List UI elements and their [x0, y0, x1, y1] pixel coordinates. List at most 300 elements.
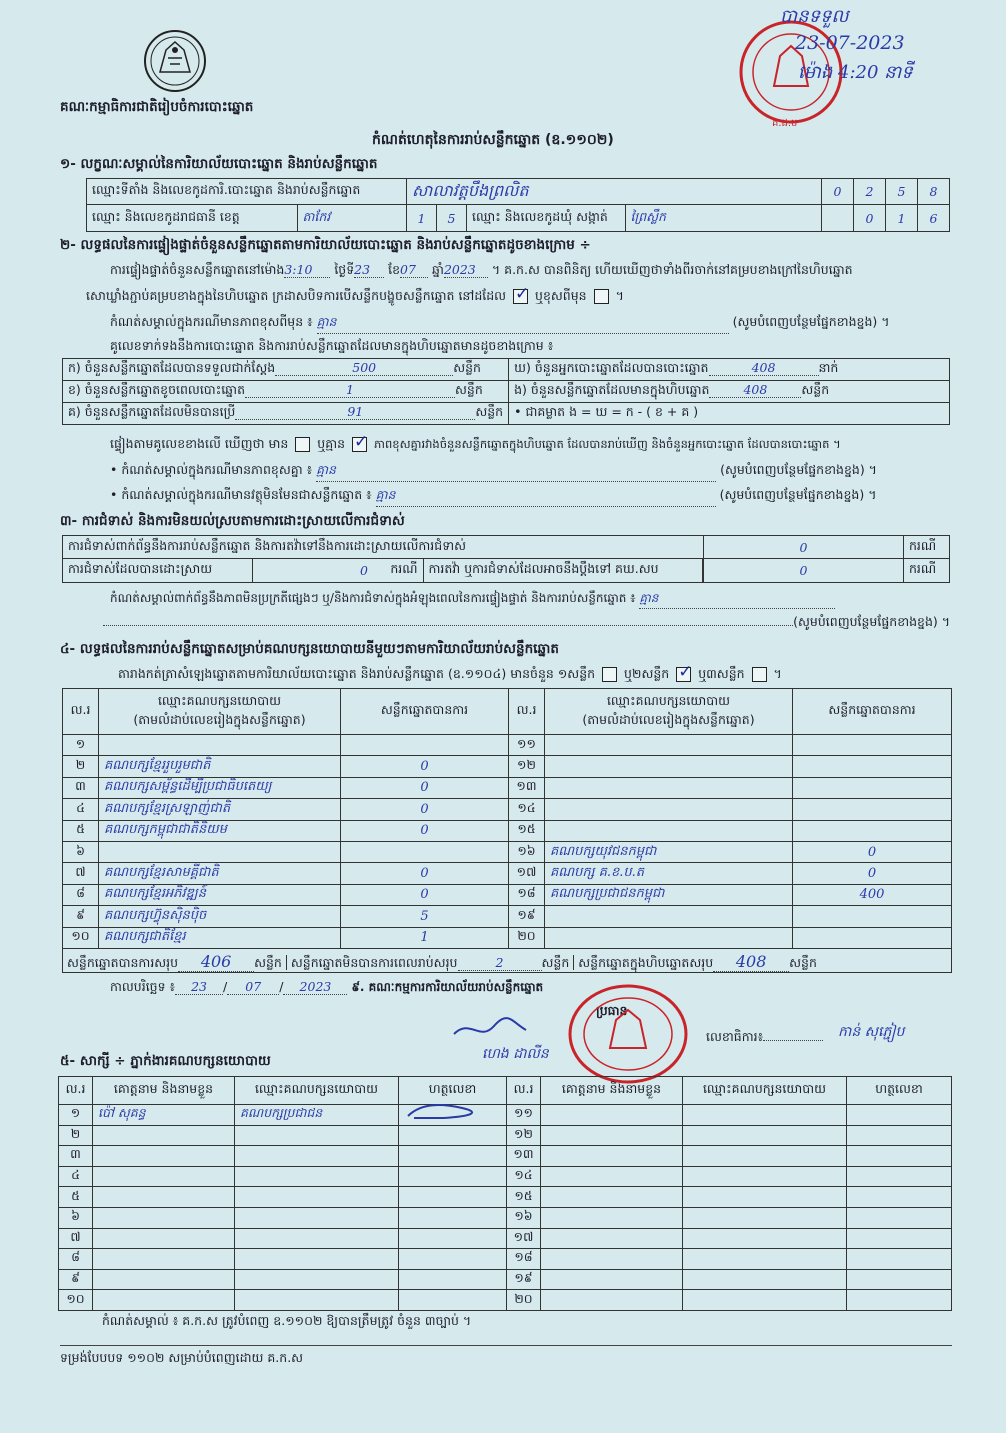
- party-votes: [793, 927, 952, 948]
- col-party: ឈ្មោះគណបក្សនយោបាយ (តាមលំដាប់លេខរៀងក្នុងសន្លឹកឆ្នោត): [99, 689, 341, 735]
- party-votes: [793, 735, 952, 756]
- witness-sign: [399, 1166, 507, 1187]
- bullet2-label: • កំណត់សម្គាល់ក្នុងករណីមានវត្ថុមិនមែនជាសន្លឹកឆ្នោត ៖: [110, 487, 372, 502]
- table-row: [63, 820, 952, 841]
- compare-text-b: ឬគ្មាន: [317, 436, 346, 451]
- voted-label: ឃ) ចំនួនអ្នកបោះឆ្នោតដែលបានបោះឆ្នោត: [514, 360, 709, 375]
- witness-party: [683, 1249, 847, 1270]
- witness-sign: [847, 1207, 952, 1228]
- objection-row1-label: ការជំទាស់ពាក់ព័ន្ធនឹងការរាប់សន្លឹកឆ្នោត និងការតវ៉ាទៅនឹងការដោះស្រាយលើការជំទាស់: [63, 536, 704, 559]
- col-sign: ហត្ថលេខា: [847, 1077, 952, 1105]
- witness-name: [93, 1269, 235, 1290]
- bullet1-label: • កំណត់សម្គាល់ក្នុងករណីមានភាពខុសគ្នា ៖: [110, 462, 313, 477]
- witness-name: [541, 1105, 683, 1126]
- case-unit: ករណី: [373, 559, 423, 582]
- party-name: [545, 777, 793, 798]
- row-no: ២: [59, 1125, 93, 1146]
- row-no: ៨: [59, 1249, 93, 1270]
- witness-name: [541, 1249, 683, 1270]
- witness-party: [235, 1228, 399, 1249]
- row-no: ៩: [59, 1269, 93, 1290]
- unused-label: គ) ចំនួនសន្លឹកឆ្នោតដែលមិនបានប្រើ: [68, 404, 236, 419]
- section3-note-line: [110, 590, 835, 609]
- has-difference-checkbox[interactable]: [295, 437, 310, 452]
- witness-name: [93, 1228, 235, 1249]
- col-name: គោត្តនាម និងនាមខ្លួន: [93, 1077, 235, 1105]
- seal-check-line2: សោឃ្លាំងភ្ជាប់គម្របខាងក្នុងនៃហិបឆ្នោត ក្រដាសបិទការបើសន្លឹកបង្ខូចសន្លឹកឆ្នោត នៅដដែល ✓ ឬខុសពីមុន ។: [86, 288, 624, 307]
- party-votes: [341, 841, 509, 862]
- witness-party: គណបក្សប្រជាជន: [235, 1105, 399, 1126]
- row-no: ១៥: [509, 820, 545, 841]
- witness-name: [541, 1228, 683, 1249]
- witness-sign: [847, 1125, 952, 1146]
- col-votes: សន្លឹកឆ្នោតបានការ: [341, 689, 509, 735]
- row-no: ៣: [59, 1146, 93, 1167]
- province-label: ឈ្មោះ និងលេខកូដរាជធានី ខេត្ត: [87, 205, 297, 231]
- table-row: [63, 927, 952, 948]
- in-box-value: 408: [709, 382, 801, 398]
- bullet1-line: [110, 462, 877, 482]
- footer-text: ទម្រង់បែបបទ ១១០២ សម្រាប់បំពេញដោយ គ.ក.ស: [60, 1350, 304, 1365]
- col-sign: ហត្ថលេខា: [399, 1077, 507, 1105]
- total-box-label: សន្លឹកឆ្នោតក្នុងហិបឆ្នោតសរុប: [573, 955, 713, 970]
- party-name: គណបក្សខ្មែររួបរួមជាតិ: [99, 756, 341, 777]
- table-row: [59, 1125, 952, 1146]
- secretary-label: លេខាធិការ៖: [706, 1029, 823, 1048]
- party-name: គណបក្សខ្មែរស្រឡាញ់ជាតិ: [99, 799, 341, 820]
- row-no: ២០: [509, 927, 545, 948]
- witness-sign: [399, 1125, 507, 1146]
- table-row: [63, 777, 952, 798]
- seal-status-text: សោឃ្លាំងភ្ជាប់គម្របខាងក្នុងនៃហិបឆ្នោត ក្រដាសបិទការបើសន្លឹកបង្ខូចសន្លឹកឆ្នោត នៅដដែល: [86, 288, 507, 303]
- witness-party: [683, 1187, 847, 1208]
- commune-code-digit: 0: [854, 205, 886, 232]
- note1-value: គ្មាន: [317, 314, 729, 334]
- attach-2-checkbox[interactable]: [676, 667, 691, 682]
- bullet1-value: គ្មាន: [316, 462, 716, 482]
- row-no: ៩: [63, 906, 99, 927]
- chair-name: ហេង ដាលីន: [482, 1046, 549, 1062]
- seal-check-line1: [110, 262, 853, 281]
- row-no: ២០: [507, 1290, 541, 1311]
- party-name: គណបក្សខ្មែរអភិវឌ្ឍន៍: [99, 884, 341, 905]
- table-row: [59, 1228, 952, 1249]
- witness-party: [683, 1290, 847, 1311]
- section3-note-value: គ្មាន: [639, 590, 835, 609]
- date-label: កាលបរិច្ឆេទ ៖: [110, 979, 176, 994]
- witness-name: [541, 1146, 683, 1167]
- party-votes: [341, 735, 509, 756]
- witness-sign: [399, 1207, 507, 1228]
- witness-party: [235, 1187, 399, 1208]
- row-no: ៦: [59, 1207, 93, 1228]
- witness-sign: [847, 1249, 952, 1270]
- witness-party: [683, 1146, 847, 1167]
- col-no: ល.រ: [509, 689, 545, 735]
- party-votes: [793, 799, 952, 820]
- col-votes: សន្លឹកឆ្នោតបានការ: [793, 689, 952, 735]
- table-row: [59, 1207, 952, 1228]
- party-name: [545, 820, 793, 841]
- table-row: [59, 1269, 952, 1290]
- row-no: ៥: [59, 1187, 93, 1208]
- row-no: ៣: [63, 777, 99, 798]
- time-value: 3:10: [284, 262, 330, 278]
- commune-code-digit: 6: [918, 205, 950, 232]
- province-code-digit: 1: [407, 205, 437, 232]
- party-votes: 0: [341, 756, 509, 777]
- commune-value: ព្រៃស្លឹក: [630, 208, 666, 224]
- party-votes: 0: [793, 863, 952, 884]
- row-no: ១៦: [509, 841, 545, 862]
- witness-party: [235, 1290, 399, 1311]
- witness-signature: [404, 1100, 480, 1124]
- table-row: [63, 841, 952, 862]
- party-name: គណបក្សហ៊្វុនស៊ិនប៉ិច: [99, 906, 341, 927]
- stamp-seal-text: គ.ជ.ប: [772, 118, 798, 129]
- section3-note-hint: (សូមបំពេញបន្ថែមផ្នែកខាងខ្នង) ។: [793, 614, 950, 629]
- signers-label: ៩. គណៈកម្មការការិយាល័យរាប់សន្លឹកឆ្នោត: [351, 980, 544, 994]
- month-label: ខែ: [388, 262, 401, 277]
- resolved-label: ការជំទាស់ដែលបានដោះស្រាយ: [63, 559, 253, 583]
- row-no: ១៥: [507, 1187, 541, 1208]
- stamp-time: ម៉ោង 4:20 នាទី: [798, 62, 913, 83]
- date-day: 23: [175, 979, 223, 995]
- bullet2-hint: (សូមបំពេញបន្ថែមផ្នែកខាងខ្នង) ។: [719, 487, 877, 502]
- witness-party: [683, 1166, 847, 1187]
- spoiled-value: 1: [245, 382, 455, 398]
- row-no: ១១: [509, 735, 545, 756]
- col-party: ឈ្មោះគណបក្សនយោបាយ: [235, 1077, 399, 1105]
- case-unit: ករណី: [904, 559, 950, 583]
- witness-party: [683, 1269, 847, 1290]
- station-id-table: [86, 178, 950, 232]
- witness-sign: [399, 1187, 507, 1208]
- witness-sign: [399, 1146, 507, 1167]
- stamp-label: បានទទួល: [780, 6, 849, 27]
- table-row: [59, 1105, 952, 1126]
- witness-party: [683, 1228, 847, 1249]
- station-name-label: ឈ្មោះទីតាំង និងលេខកូដការិ.បោះឆ្នោត និងរាប់សន្លឹកឆ្នោត: [87, 179, 407, 205]
- attach-text-a: តារាងកត់ត្រាសំឡេងឆ្នោតតាមការិយាល័យបោះឆ្នោត និងរាប់សន្លឹកឆ្នោត (ឧ.១១០៤) មានចំនួន ១សន្លឹក: [118, 666, 596, 681]
- table-row: [59, 1290, 952, 1311]
- province-value: តាកែវ: [302, 208, 331, 224]
- party-votes: 0: [341, 799, 509, 820]
- province-code-digit: 5: [437, 205, 467, 232]
- total-valid-value: 406: [178, 952, 254, 972]
- unit-label: សន្លឹក: [453, 360, 481, 375]
- witness-name: [541, 1166, 683, 1187]
- commune-code-empty: [822, 205, 854, 232]
- compare-line: [110, 436, 841, 455]
- total-invalid-value: 2: [458, 955, 542, 971]
- attach-3-checkbox[interactable]: [752, 667, 767, 682]
- table-row: [59, 1187, 952, 1208]
- committee-name: គណៈកម្មាធិការជាតិរៀបចំការបោះឆ្នោត: [60, 99, 254, 115]
- table-row: [59, 1166, 952, 1187]
- witness-party: [235, 1146, 399, 1167]
- witness-sign: [847, 1228, 952, 1249]
- row-no: ១៤: [509, 799, 545, 820]
- formula: • ជាគម្លាត ង = ឃ = ក - ( ខ + គ ): [509, 403, 950, 425]
- objection-row1-value: 0: [704, 536, 904, 559]
- witness-sign: [847, 1105, 952, 1126]
- party-votes: [793, 756, 952, 777]
- party-name: [545, 756, 793, 777]
- party-name: [545, 927, 793, 948]
- attach-text-c: ឬ៣សន្លឹក: [698, 666, 745, 681]
- date-month: 07: [227, 979, 279, 995]
- total-box-value: 408: [713, 952, 789, 972]
- station-code-digit: 5: [886, 179, 918, 205]
- resolved-value: 0: [360, 563, 368, 578]
- section5-heading: ៥- សាក្សី ÷ ភ្នាក់ងារគណបក្សនយោបាយ: [60, 1053, 271, 1069]
- row-no: ១៨: [507, 1249, 541, 1270]
- witness-party: [235, 1125, 399, 1146]
- voted-value: 408: [709, 360, 819, 376]
- party-votes: 0: [341, 820, 509, 841]
- compare-text-c: ភាពខុសគ្នារវាងចំនួនសន្លឹកឆ្នោតក្នុងហិបឆ្នោត ដែលបានរាប់ឃើញ និងចំនួនអ្នកបោះឆ្នោត ដែលបានបោះឆ្នោត ។: [374, 437, 841, 451]
- witness-party: [683, 1125, 847, 1146]
- row-no: ១៦: [507, 1207, 541, 1228]
- party-name: គណបក្ស គ.ខ.ប.ត: [545, 863, 793, 884]
- party-name: គណបក្សសម្ព័ន្ធដើម្បីប្រជាធិបតេយ្យ: [99, 777, 341, 798]
- row-no: ១២: [507, 1125, 541, 1146]
- party-votes: 5: [341, 906, 509, 927]
- witness-sign: [399, 1269, 507, 1290]
- table-row: [63, 884, 952, 905]
- attach-text-b: ឬ២សន្លឹក: [624, 666, 670, 681]
- witness-name: [541, 1290, 683, 1311]
- no-difference-checkbox[interactable]: [352, 437, 367, 452]
- row-no: ១១: [507, 1105, 541, 1126]
- chair-signature: [450, 1012, 530, 1044]
- witness-sign: [847, 1290, 952, 1311]
- section2-heading: ២- លទ្ធផលនៃការផ្ទៀងផ្ទាត់ចំនួនសន្លឹកឆ្នោតតាមការិយាល័យបោះឆ្នោត និងរាប់សន្លឹកឆ្នោតដូចខាងក្រោម ÷: [60, 237, 591, 253]
- day-value: 23: [354, 262, 384, 278]
- bullet2-value: គ្មាន: [376, 487, 716, 507]
- section3-note-hint-line: [86, 614, 950, 633]
- row-no: ៧: [63, 863, 99, 884]
- table-row: [63, 735, 952, 756]
- row-no: ១៩: [507, 1269, 541, 1290]
- nec-emblem: [138, 28, 212, 94]
- form-title: កំណត់ហេតុនៃការរាប់សន្លឹកឆ្នោត (ឧ.១១០២): [372, 132, 614, 148]
- appeal-label: ការតវ៉ា ឬការជំទាស់ដែលអាចនឹងប្តឹងទៅ គឃ.សប: [428, 561, 659, 576]
- witness-name: [93, 1290, 235, 1311]
- row-no: ១០: [59, 1290, 93, 1311]
- commune-label: ឈ្មោះ និងលេខកូដឃុំ សង្កាត់: [467, 205, 625, 231]
- witness-name: [541, 1207, 683, 1228]
- witness-name: [93, 1207, 235, 1228]
- unit-label: សន្លឹក: [254, 955, 282, 970]
- bullet1-hint: (សូមបំពេញបន្ថែមផ្នែកខាងខ្នង) ។: [720, 462, 877, 477]
- col-no: ល.រ: [59, 1077, 93, 1105]
- party-name: [545, 799, 793, 820]
- party-name: [545, 735, 793, 756]
- note1-line: [110, 314, 950, 334]
- witness-name: [93, 1125, 235, 1146]
- note1-hint: (សូមបំពេញបន្ថែមផ្នែកខាងខ្នង) ។: [732, 314, 890, 329]
- witness-table: [58, 1076, 952, 1311]
- station-code-digit: 0: [822, 179, 854, 205]
- witness-sign: [399, 1249, 507, 1270]
- unit-label: សន្លឹក: [455, 382, 483, 397]
- station-name-value: សាលាវត្តបឹងព្រលិត: [407, 179, 822, 205]
- witness-name: [93, 1146, 235, 1167]
- compare-text-a: ផ្ទៀងតាមគូលេខខាងលើ ឃើញថា មាន: [110, 436, 289, 451]
- party-name: [99, 735, 341, 756]
- unit-label: សន្លឹក: [475, 404, 504, 419]
- date-line: កាលបរិច្ឆេទ ៖ 23 / 07 / 2023 ៩. គណៈកម្មការការិយាល័យរាប់សន្លឹកឆ្នោត: [110, 979, 544, 994]
- witness-name: [93, 1166, 235, 1187]
- table-row: [63, 756, 952, 777]
- col-name: គោត្តនាម និងនាមខ្លួន: [541, 1077, 683, 1105]
- witness-sign: [847, 1187, 952, 1208]
- total-valid-label: សន្លឹកឆ្នោតបានការសរុប: [67, 955, 179, 970]
- party-name: គណបក្សយុវជនកម្ពុជា: [545, 841, 793, 862]
- section3-note-label: កំណត់សម្គាល់ពាក់ព័ន្ធនឹងភាពមិនប្រក្រតីផ្សេងៗ ឬ/និងការជំទាស់ក្នុងអំឡុងពេលនៃការផ្ទៀងផ្ទាត់ និងការរាប់សន្លឹកឆ្នោត ៖: [110, 591, 636, 605]
- row-no: ១៣: [507, 1146, 541, 1167]
- changed-label: ឬខុសពីមុន: [535, 288, 587, 303]
- witness-party: [235, 1207, 399, 1228]
- row-no: ១០: [63, 927, 99, 948]
- section5-footnote: កំណត់សម្គាល់ ៖ គ.ក.ស ត្រូវបំពេញ ឧ.១១០២ ឱ្យបានត្រឹមត្រូវ ចំនួន ៣ច្បាប់ ។: [102, 1313, 472, 1328]
- attach-line: តារាងកត់ត្រាសំឡេងឆ្នោតតាមការិយាល័យបោះឆ្នោត និងរាប់សន្លឹកឆ្នោត (ឧ.១១០៤) មានចំនួន ១សន្លឹក ឬ២សន្លឹក ✓ ឬ៣សន្លឹក ។: [118, 666, 782, 685]
- witness-party: [235, 1166, 399, 1187]
- row-no: ៨: [63, 884, 99, 905]
- bullet2-line: [110, 487, 876, 507]
- counts-intro: គូលេខទាក់ទងនឹងការបោះឆ្នោត និងការរាប់សន្លឹកឆ្នោតដែលមានក្នុងហិបឆ្នោតមានដូចខាងក្រោម ៖: [110, 338, 554, 353]
- table-row: [59, 1249, 952, 1270]
- witness-sign: [399, 1228, 507, 1249]
- row-no: ៦: [63, 841, 99, 862]
- col-party: ឈ្មោះគណបក្សនយោបាយ (តាមលំដាប់លេខរៀងក្នុងសន្លឹកឆ្នោត): [545, 689, 793, 735]
- stamp-date: 23-07-2023: [795, 32, 905, 54]
- party-votes: 0: [341, 863, 509, 884]
- party-name: [545, 906, 793, 927]
- row-no: ១៨: [509, 884, 545, 905]
- totals-line: [62, 948, 952, 973]
- row-no: ៧: [59, 1228, 93, 1249]
- party-votes: [793, 820, 952, 841]
- witness-name: ប៉ៅ សុគន្ធ: [93, 1105, 235, 1126]
- changed-checkbox[interactable]: [594, 289, 609, 304]
- party-name: គណបក្សកម្ពុជាជាតិនិយម: [99, 820, 341, 841]
- row-no: ១៣: [509, 777, 545, 798]
- party-name: គណបក្សប្រជាជនកម្ពុជា: [545, 884, 793, 905]
- unit-label: សន្លឹក: [541, 955, 570, 970]
- unchanged-checkbox[interactable]: [513, 289, 528, 304]
- table-row: [63, 863, 952, 884]
- witness-name: [541, 1187, 683, 1208]
- party-votes: 0: [341, 777, 509, 798]
- appeal-value: 0: [704, 559, 904, 583]
- station-code-digit: 8: [918, 179, 950, 205]
- col-party: ឈ្មោះគណបក្សនយោបាយ: [683, 1077, 847, 1105]
- table-row: [63, 906, 952, 927]
- seal-check-text: ។ គ.ក.ស បានពិនិត្យ ហើយឃើញថាទាំងពីរចាក់នៅគម្របខាងក្រៅនៃហិបឆ្នោត: [491, 262, 853, 277]
- station-code-digit: 2: [854, 179, 886, 205]
- witness-party: [235, 1249, 399, 1270]
- year-value: 2023: [444, 262, 488, 278]
- witness-sign: [399, 1290, 507, 1311]
- year-label: ឆ្នាំ: [432, 262, 444, 277]
- day-label: ថ្ងៃទី: [334, 262, 355, 277]
- official-seal: [566, 982, 690, 1086]
- party-votes: 1: [341, 927, 509, 948]
- month-value: 07: [400, 262, 428, 278]
- party-votes: [793, 906, 952, 927]
- received-label: ក) ចំនួនសន្លឹកឆ្នោតដែលបានទទួលជាក់ស្តែង: [68, 360, 276, 375]
- witness-name: [93, 1187, 235, 1208]
- table-row: [63, 799, 952, 820]
- row-no: ៥: [63, 820, 99, 841]
- witness-name: [93, 1249, 235, 1270]
- col-no: ល.រ: [507, 1077, 541, 1105]
- table-row: [59, 1146, 952, 1167]
- witness-party: [235, 1269, 399, 1290]
- party-name: គណបក្សជាតិខ្មែរ: [99, 927, 341, 948]
- row-no: ៤: [63, 799, 99, 820]
- witness-name: [541, 1269, 683, 1290]
- note1-label: កំណត់សម្គាល់ក្នុងករណីមានភាពខុសពីមុន ៖: [110, 314, 313, 329]
- in-box-label: ង) ចំនួនសន្លឹកឆ្នោតដែលមានក្នុងហិបឆ្នោត: [514, 382, 710, 397]
- chair-label: ប្រធាន: [596, 1003, 628, 1018]
- row-no: ១៧: [509, 863, 545, 884]
- row-no: ១២: [509, 756, 545, 777]
- row-no: ១: [63, 735, 99, 756]
- commune-code-digit: 1: [886, 205, 918, 232]
- unit-label: សន្លឹក: [789, 955, 817, 970]
- row-no: ១៧: [507, 1228, 541, 1249]
- unit-label: នាក់: [818, 360, 839, 375]
- objections-table: [62, 535, 950, 583]
- row-no: ២: [63, 756, 99, 777]
- time-label: ការផ្ទៀងផ្ទាត់ចំនួនសន្លឹកឆ្នោតនៅម៉ោង: [110, 262, 285, 277]
- party-name: គណបក្សខ្មែរសាមគ្គីជាតិ: [99, 863, 341, 884]
- unused-value: 91: [235, 404, 475, 420]
- witness-sign: [847, 1146, 952, 1167]
- received-value: 500: [275, 360, 453, 376]
- row-no: ១៤: [507, 1166, 541, 1187]
- witness-sign: [847, 1269, 952, 1290]
- section1-heading: ១- លក្ខណៈសម្គាល់នៃការិយាល័យបោះឆ្នោត និងរាប់សន្លឹកឆ្នោត: [60, 156, 378, 172]
- section3-heading: ៣- ការជំទាស់ និងការមិនយល់ស្របតាមការដោះស្រាយលើការជំទាស់: [60, 513, 405, 529]
- party-votes: [793, 777, 952, 798]
- attach-1-checkbox[interactable]: [602, 667, 617, 682]
- party-votes: 0: [341, 884, 509, 905]
- row-no: ១៩: [509, 906, 545, 927]
- row-no: ១: [59, 1105, 93, 1126]
- unit-label: សន្លឹក: [801, 382, 830, 397]
- witness-party: [683, 1207, 847, 1228]
- witness-sign: [847, 1166, 952, 1187]
- party-votes: 0: [793, 841, 952, 862]
- spoiled-label: ខ) ចំនួនសន្លឹកឆ្នោតខូចពេលបោះឆ្នោត: [68, 382, 246, 397]
- secretary-name: កាន់ សុភ្ជៀប: [838, 1024, 905, 1040]
- party-name: [99, 841, 341, 862]
- party-votes: 400: [793, 884, 952, 905]
- ballot-counts-table: [62, 358, 950, 425]
- case-unit: ករណី: [904, 536, 950, 559]
- section4-heading: ៤- លទ្ធផលនៃការរាប់សន្លឹកឆ្នោតសម្រាប់គណបក្សនយោបាយនីមួយៗតាមការិយាល័យរាប់សន្លឹកឆ្នោត: [60, 641, 559, 657]
- date-year: 2023: [283, 979, 347, 995]
- party-results-table: [62, 688, 952, 949]
- total-invalid-label: សន្លឹកឆ្នោតមិនបានការពេលរាប់សរុប: [286, 955, 458, 970]
- witness-party: [683, 1105, 847, 1126]
- col-no: ល.រ: [63, 689, 99, 735]
